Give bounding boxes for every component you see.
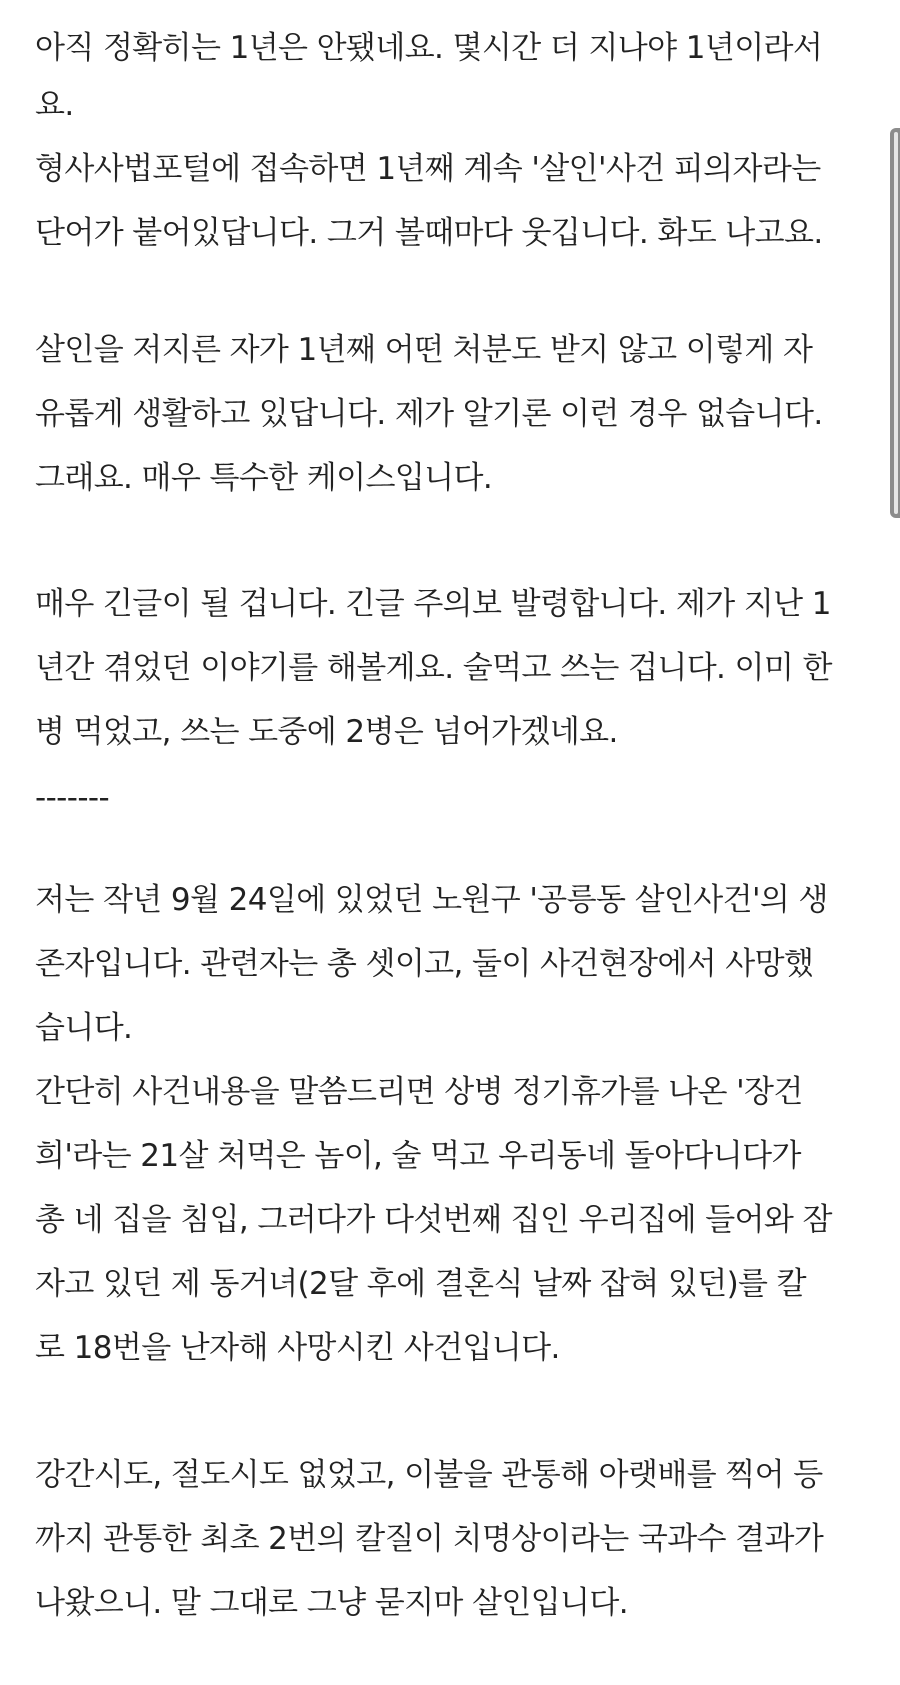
text-line: 형사사법포털에 접속하면 1년째 계속 '살인'사건 피의자라는 <box>35 151 821 187</box>
text-line: 병 먹었고, 쓰는 도중에 2병은 넘어가겠네요. <box>35 714 618 750</box>
text-line: 희'라는 21살 처먹은 놈이, 술 먹고 우리동네 돌아다니다가 <box>35 1138 801 1174</box>
text-line: 단어가 붙어있답니다. 그거 볼때마다 웃깁니다. 화도 나고요. <box>35 215 823 251</box>
text-line: 존자입니다. 관련자는 총 셋이고, 둘이 사건현장에서 사망했 <box>35 946 814 982</box>
text-line: 저는 작년 9월 24일에 있었던 노원구 '공릉동 살인사건'의 생 <box>35 882 828 918</box>
text-line: 총 네 집을 침입, 그러다가 다섯번째 집인 우리집에 들어와 잠 <box>35 1202 832 1238</box>
text-line: 간단히 사건내용을 말씀드리면 상병 정기휴가를 나온 '장건 <box>35 1074 803 1110</box>
scrollbar-track-highlight <box>894 132 898 514</box>
text-line: 살인을 저지른 자가 1년째 어떤 처분도 받지 않고 이렇게 자 <box>35 332 813 368</box>
text-line: 까지 관통한 최초 2번의 칼질이 치명상이라는 국과수 결과가 <box>35 1521 824 1557</box>
text-line: 습니다. <box>35 1010 133 1046</box>
text-line: 강간시도, 절도시도 없었고, 이불을 관통해 아랫배를 찍어 등 <box>35 1457 823 1493</box>
text-line: 년간 겪었던 이야기를 해볼게요. 술먹고 쓰는 겁니다. 이미 한 <box>35 650 832 686</box>
separator-text: ------- <box>35 780 110 816</box>
text-line: 그래요. 매우 특수한 케이스입니다. <box>35 460 493 496</box>
text-line: 아직 정확히는 1년은 안됐네요. 몇시간 더 지나야 1년이라서 <box>35 30 823 66</box>
text-line: 매우 긴글이 될 겁니다. 긴글 주의보 발령합니다. 제가 지난 1 <box>35 586 831 622</box>
text-line: 자고 있던 제 동거녀(2달 후에 결혼식 날짜 잡혀 있던)를 칼 <box>35 1266 807 1302</box>
text-line: 나왔으니. 말 그대로 그냥 묻지마 살인입니다. <box>35 1585 629 1621</box>
text-line: 로 18번을 난자해 사망시킨 사건입니다. <box>35 1330 560 1366</box>
text-line: 요. <box>35 87 74 123</box>
text-line: 유롭게 생활하고 있답니다. 제가 알기론 이런 경우 없습니다. <box>35 396 823 432</box>
